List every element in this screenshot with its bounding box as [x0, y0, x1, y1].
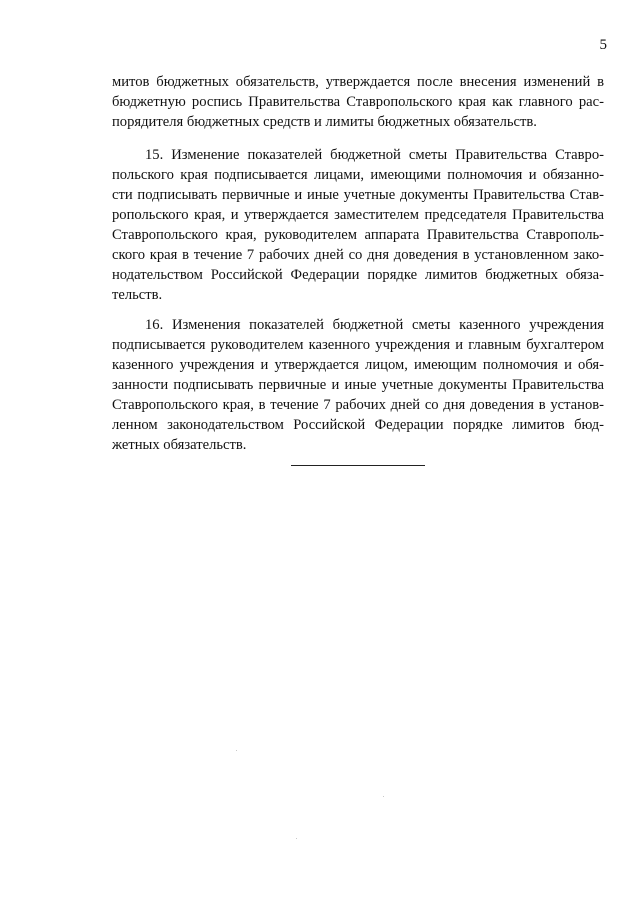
end-separator-line	[291, 465, 425, 466]
scan-speck	[296, 838, 297, 839]
text-line: митов бюджетных обязательств, утверждается после внесения изменений в	[112, 74, 604, 90]
text-line: ского края в течение 7 рабочих дней со дня доведения в установленном зако-	[112, 247, 604, 263]
text-line: бюджетную роспись Правительства Ставропольского края как главного рас-	[112, 94, 604, 110]
page-number: 5	[599, 37, 607, 53]
text-line: ленном законодательством Российской Федерации порядке лимитов бюд-	[112, 417, 604, 433]
text-line: Ставропольского края, в течение 7 рабочих дней со дня доведения в установ-	[112, 397, 604, 413]
text-line: 15. Изменение показателей бюджетной сметы Правительства Ставро-	[145, 147, 604, 163]
text-line: Ставропольского края, руководителем аппарата Правительства Ставрополь-	[112, 227, 604, 243]
text-line: занности подписывать первичные и иные учетные документы Правительства	[112, 377, 604, 393]
text-line: подписывается руководителем казенного учреждения и главным бухгалтером	[112, 337, 604, 353]
scan-speck	[383, 796, 384, 797]
scan-speck	[236, 750, 237, 751]
text-line: казенного учреждения и утверждается лицом, имеющим полномочия и обя-	[112, 357, 604, 373]
text-line: 16. Изменения показателей бюджетной сметы казенного учреждения	[145, 317, 604, 333]
text-line: тельств.	[112, 287, 163, 303]
text-line: нодательством Российской Федерации порядке лимитов бюджетных обяза-	[112, 267, 604, 283]
text-line: порядителя бюджетных средств и лимиты бюджетных обязательств.	[112, 114, 537, 130]
text-line: польского края подписывается лицами, имеющими полномочия и обязанно-	[112, 167, 604, 183]
text-line: жетных обязательств.	[112, 437, 247, 453]
text-line: сти подписывать первичные и иные учетные документы Правительства Став-	[112, 187, 604, 203]
text-line: ропольского края, и утверждается заместителем председателя Правительства	[112, 207, 604, 223]
